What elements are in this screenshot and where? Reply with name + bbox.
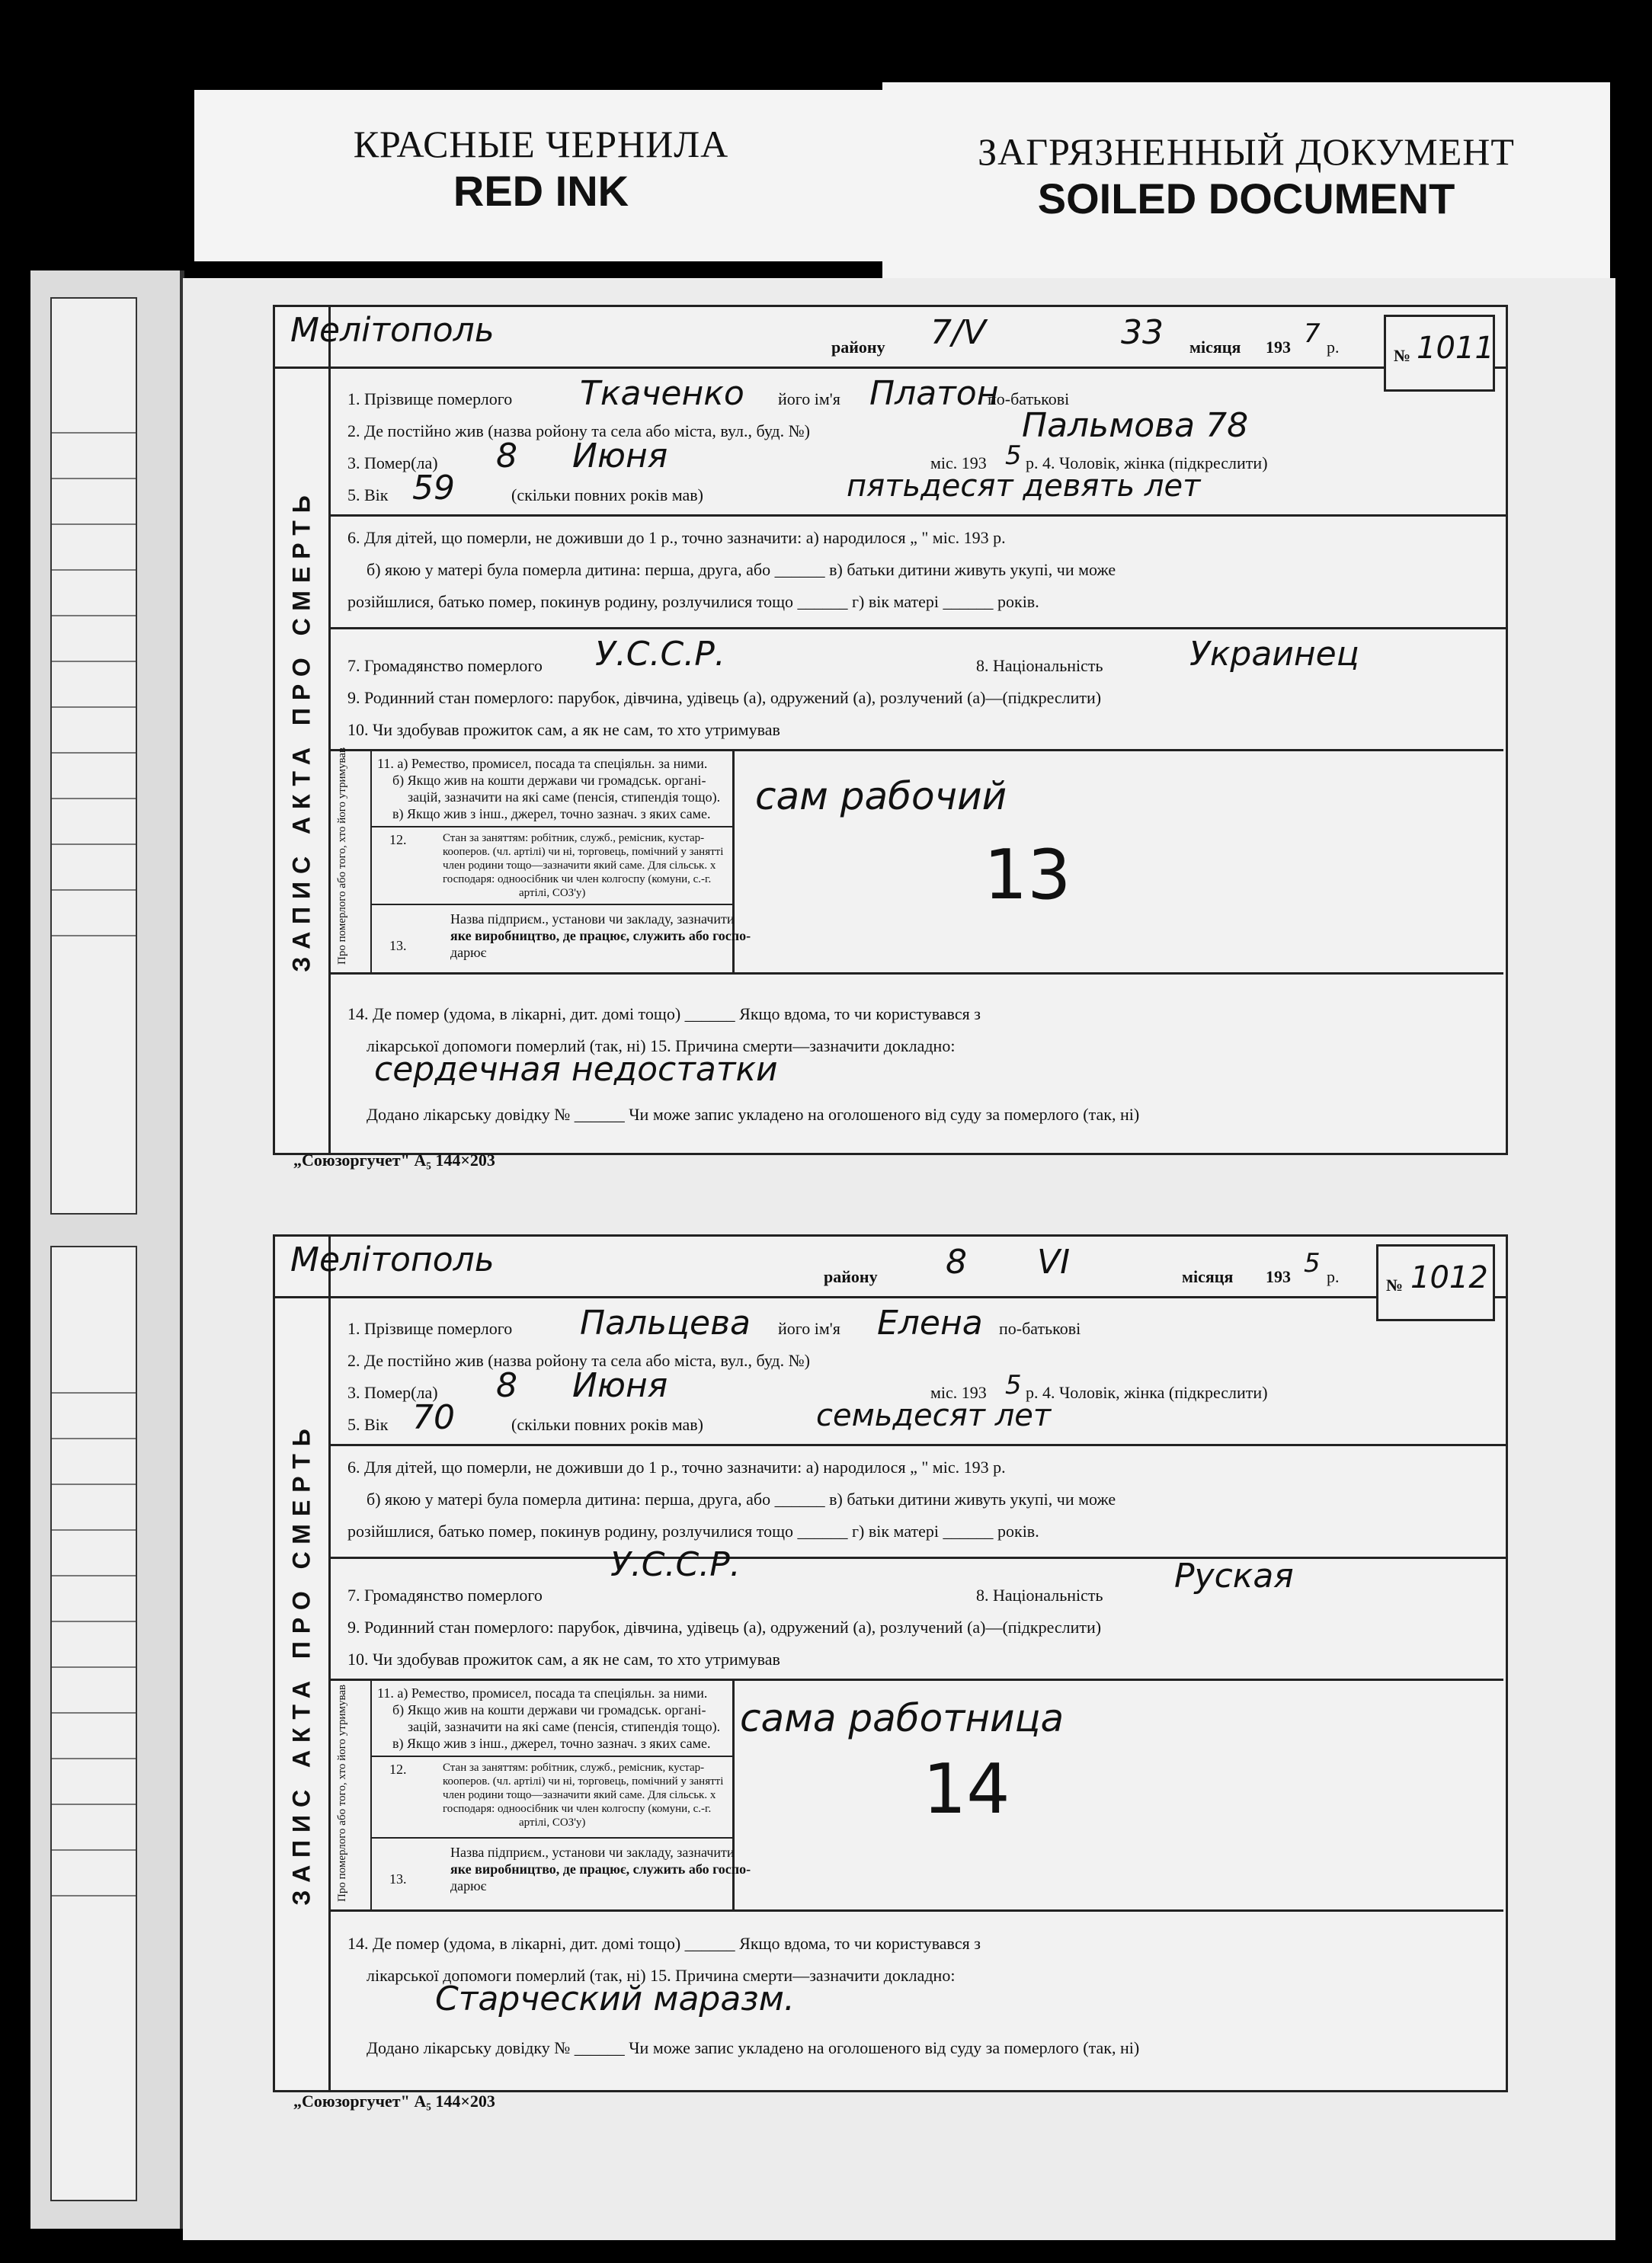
f11b1-label: б) Якщо жив на кошти держави чи громадськ. органі- xyxy=(392,1702,706,1717)
f4-label: р. 4. Чоловік, жінка (підкреслити) xyxy=(1026,1383,1268,1402)
f5-label: 5. Вік xyxy=(347,485,389,504)
f14-label: 14. Де помер (удома, в лікарні, дит. домі тощо) ______ Якщо вдома, то чи користувався з xyxy=(347,1934,981,1953)
cause-of-death: сердечная недостатки xyxy=(374,1050,778,1089)
nationality: Украинец xyxy=(1189,635,1359,674)
r-label: р. xyxy=(1327,1267,1340,1286)
group-label: Про померлого або того, хто його утримував xyxy=(336,1684,348,1902)
occupation: сама работница xyxy=(740,1696,1065,1740)
record-city: Мелітополь xyxy=(290,311,495,350)
f2-label: 2. Де постійно жив (назва ройону та села або міста, вул., буд. №) xyxy=(347,1351,810,1370)
f4-label: р. 4. Чоловік, жінка (підкреслити) xyxy=(1026,453,1268,472)
citizenship: У.С.С.Р. xyxy=(610,1545,741,1584)
f13b-label: яке виробництво, де працює, служить або госпо- xyxy=(450,928,751,943)
f2-label: 2. Де постійно жив (назва ройону та села або міста, вул., буд. №) xyxy=(347,421,810,440)
f3-month-label: міс. 193 xyxy=(930,453,987,472)
nationality: Руская xyxy=(1174,1557,1294,1596)
f6a-label: 6. Для дітей, що померли, не доживши до 1 р., точно зазначити: а) народилося „ " міс. 193 р. xyxy=(347,528,1006,547)
f1-label: 1. Прізвище померлого xyxy=(347,1319,513,1338)
f1-pat-label: по-батькові xyxy=(999,1319,1081,1338)
f7-label: 7. Громадянство померлого xyxy=(347,1586,543,1605)
spine-panel-top xyxy=(50,297,137,1215)
occupation-block xyxy=(328,749,1503,975)
red-ink-tag xyxy=(194,90,888,261)
citizenship: У.С.С.Р. xyxy=(595,635,725,674)
f15-label: лікарської допомоги померлий (так, ні) 15. Причина смерти—зазначити докладно: xyxy=(367,1966,956,1985)
f12-number: 12. xyxy=(389,832,407,847)
f5-note: (скільки повних років мав) xyxy=(511,1415,704,1434)
first-name: Платон xyxy=(869,374,999,413)
death-record-1 xyxy=(273,305,1508,1155)
f12b-label: кооперов. (чл. артілі) чи ні, торговець, помічний у занятті xyxy=(443,1775,724,1788)
number-sign: № xyxy=(1394,346,1411,365)
f12a-label: Стан за заняттям: робітник, служб., ремісник, кустар- xyxy=(443,832,705,844)
f10-label: 10. Чи здобував прожиток сам, а як не сам, то хто утримував xyxy=(347,1650,780,1669)
f16-label: Додано лікарську довідку № ______ Чи може запис укладено на оголошеного від суду за померлого (так, ні) xyxy=(367,1105,1140,1124)
f13a-label: Назва підприєм., установи чи закладу, зазначити xyxy=(450,911,735,927)
f12d-label: господаря: одноосібник чи член колгоспу (комуни, с.-г. xyxy=(443,1803,712,1815)
f12e-label: артілі, СОЗ'у) xyxy=(519,887,586,899)
f16-label: Додано лікарську довідку № ______ Чи може запис укладено на оголошеного від суду за померлого (так, ні) xyxy=(367,2038,1140,2057)
record-side-label: ЗАПИС АКТА ПРО СМЕРТЬ xyxy=(287,488,315,972)
age-words: семьдесят лет xyxy=(816,1398,1052,1433)
f8-label: 8. Національність xyxy=(976,656,1103,675)
number-sign: № xyxy=(1386,1276,1404,1295)
f5-note: (скільки повних років мав) xyxy=(511,485,704,504)
f14-label: 14. Де помер (удома, в лікарні, дит. домі тощо) ______ Якщо вдома, то чи користувався з xyxy=(347,1004,981,1023)
month-label: місяця xyxy=(1182,1267,1234,1286)
record-year-num: 33 xyxy=(1121,313,1164,352)
f9-label: 9. Родинний стан померлого: парубок, дівчина, удівець (а), одружений (а), розлучений (а)—(підкреслити) xyxy=(347,1618,1102,1637)
raion-label: району xyxy=(824,1267,878,1286)
f10-label: 10. Чи здобував прожиток сам, а як не сам, то хто утримував xyxy=(347,720,780,739)
month-label: місяця xyxy=(1189,338,1241,357)
f1-pat-label: по-батькові xyxy=(988,389,1070,408)
red-ink-ru: КРАСНЫЕ ЧЕРНИЛА xyxy=(353,123,729,165)
record-number-box xyxy=(1376,1244,1495,1321)
r-label: р. xyxy=(1327,338,1340,357)
first-name: Елена xyxy=(877,1304,983,1343)
death-month: Июня xyxy=(572,1366,668,1405)
death-year-digit: 5 xyxy=(1005,1370,1022,1400)
age: 70 xyxy=(412,1398,455,1437)
f12e-label: артілі, СОЗ'у) xyxy=(519,1816,586,1829)
f13b-label: яке виробництво, де працює, служить або госпо- xyxy=(450,1861,751,1877)
death-month: Июня xyxy=(572,437,668,475)
address: Пальмова 78 xyxy=(1022,406,1249,445)
death-day: 8 xyxy=(496,1366,517,1405)
f1-name-label: його ім'я xyxy=(778,1319,840,1338)
occupation: сам рабочий xyxy=(755,774,1007,818)
f12b-label: кооперов. (чл. артілі) чи ні, торговець, помічний у занятті xyxy=(443,846,724,858)
cause-of-death: Старческий маразм. xyxy=(435,1980,795,2018)
f11c-label: в) Якщо жив з інш., джерел, точно зазнач. з яких саме. xyxy=(392,1736,711,1751)
record-number: 1011 xyxy=(1417,331,1494,366)
f11a-label: 11. а) Ремество, промисел, посада та спеціяльн. за ними. xyxy=(377,756,708,771)
f6c-label: розійшлися, батько помер, покинув родину, розлучилися тощо ______ г) вік матері ______ років. xyxy=(347,1522,1039,1541)
f12c-label: член родини тощо—зазначити який саме. Для сільськ. х xyxy=(443,1789,716,1801)
record-year-suffix: 5 xyxy=(1304,1248,1321,1279)
f12c-label: член родини тощо—зазначити який саме. Для сільськ. х xyxy=(443,859,716,872)
f3-month-label: міс. 193 xyxy=(930,1383,987,1402)
f1-label: 1. Прізвище померлого xyxy=(347,389,513,408)
record-header xyxy=(275,1237,1506,1298)
record-header xyxy=(275,307,1506,369)
record-day: 8 xyxy=(946,1243,967,1282)
year-label: 193 xyxy=(1266,1267,1291,1286)
f11b2-label: зацій, зазначити на які саме (пенсія, стипендія тощо). xyxy=(408,789,721,805)
death-day: 8 xyxy=(496,437,517,475)
f12a-label: Стан за заняттям: робітник, служб., ремісник, кустар- xyxy=(443,1762,705,1774)
f15-label: лікарської допомоги померлий (так, ні) 15. Причина смерти—зазначити докладно: xyxy=(367,1036,956,1055)
f5-label: 5. Вік xyxy=(347,1415,389,1434)
age-words: пятьдесят девять лет xyxy=(847,469,1201,504)
record-day: 7/V xyxy=(930,313,986,352)
red-ink-en: RED INK xyxy=(453,167,629,215)
surname: Пальцева xyxy=(580,1304,751,1343)
f6b-label: б) якою у матері була померла дитина: перша, друга, або ______ в) батьки дитини живуть укупі, чи може xyxy=(367,560,1116,579)
soiled-document-en: SOILED DOCUMENT xyxy=(1037,174,1455,222)
f3-label: 3. Помер(ла) xyxy=(347,1383,438,1402)
death-year-digit: 5 xyxy=(1005,440,1022,471)
f11b2-label: зацій, зазначити на які саме (пенсія, стипендія тощо). xyxy=(408,1719,721,1734)
f13c-label: дарює xyxy=(450,945,487,960)
f11c-label: в) Якщо жив з інш., джерел, точно зазнач. з яких саме. xyxy=(392,806,711,821)
soiled-document-tag xyxy=(882,82,1610,280)
f6c-label: розійшлися, батько помер, покинув родину, розлучилися тощо ______ г) вік матері ______ років. xyxy=(347,592,1039,611)
f1-name-label: його ім'я xyxy=(778,389,840,408)
f6b-label: б) якою у матері була померла дитина: перша, друга, або ______ в) батьки дитини живуть укупі, чи може xyxy=(367,1490,1116,1509)
year-label: 193 xyxy=(1266,338,1291,357)
f6a-label: 6. Для дітей, що померли, не доживши до 1 р., точно зазначити: а) народилося „ " міс. 193 р. xyxy=(347,1458,1006,1477)
printer-mark-2: „Союзоргучет" А₅ 144×203 xyxy=(293,2092,495,2111)
record-year-suffix: 7 xyxy=(1304,318,1321,349)
spine-panel-bottom xyxy=(50,1246,137,2201)
raion-label: району xyxy=(831,338,885,357)
f12d-label: господаря: одноосібник чи член колгоспу (комуни, с.-г. xyxy=(443,873,712,885)
death-record-2 xyxy=(273,1234,1508,2092)
record-side-band xyxy=(275,307,331,1153)
f13a-label: Назва підприєм., установи чи закладу, зазначити xyxy=(450,1845,735,1860)
f8-label: 8. Національність xyxy=(976,1586,1103,1605)
record-number: 1012 xyxy=(1410,1260,1488,1295)
group-label: Про померлого або того, хто його утримував xyxy=(336,747,348,965)
f13-number: 13. xyxy=(389,938,407,953)
f13c-label: дарює xyxy=(450,1878,487,1893)
f12-number: 12. xyxy=(389,1762,407,1777)
record-code: 14 xyxy=(923,1749,1010,1829)
record-side-label: ЗАПИС АКТА ПРО СМЕРТЬ xyxy=(287,1421,315,1906)
surname: Ткаченко xyxy=(580,374,744,413)
f11b1-label: б) Якщо жив на кошти держави чи громадськ. органі- xyxy=(392,773,706,788)
age: 59 xyxy=(412,469,455,507)
soiled-document-ru: ЗАГРЯЗНЕННЫЙ ДОКУМЕНТ xyxy=(978,130,1515,173)
printer-mark-1: „Союзоргучет" А₅ 144×203 xyxy=(293,1151,495,1170)
record-side-band xyxy=(275,1237,331,2090)
f13-number: 13. xyxy=(389,1871,407,1887)
occupation-block xyxy=(328,1679,1503,1912)
f3-label: 3. Помер(ла) xyxy=(347,453,438,472)
record-year-num: VI xyxy=(1037,1243,1071,1282)
f7-label: 7. Громадянство померлого xyxy=(347,656,543,675)
f9-label: 9. Родинний стан померлого: парубок, дівчина, удівець (а), одружений (а), розлучений (а)—(підкреслити) xyxy=(347,688,1102,707)
record-city: Мелітополь xyxy=(290,1240,495,1279)
record-code: 13 xyxy=(984,835,1071,915)
binder-spine xyxy=(30,270,184,2229)
f11a-label: 11. а) Ремество, промисел, посада та спеціяльн. за ними. xyxy=(377,1685,708,1701)
record-number-box xyxy=(1384,315,1495,392)
